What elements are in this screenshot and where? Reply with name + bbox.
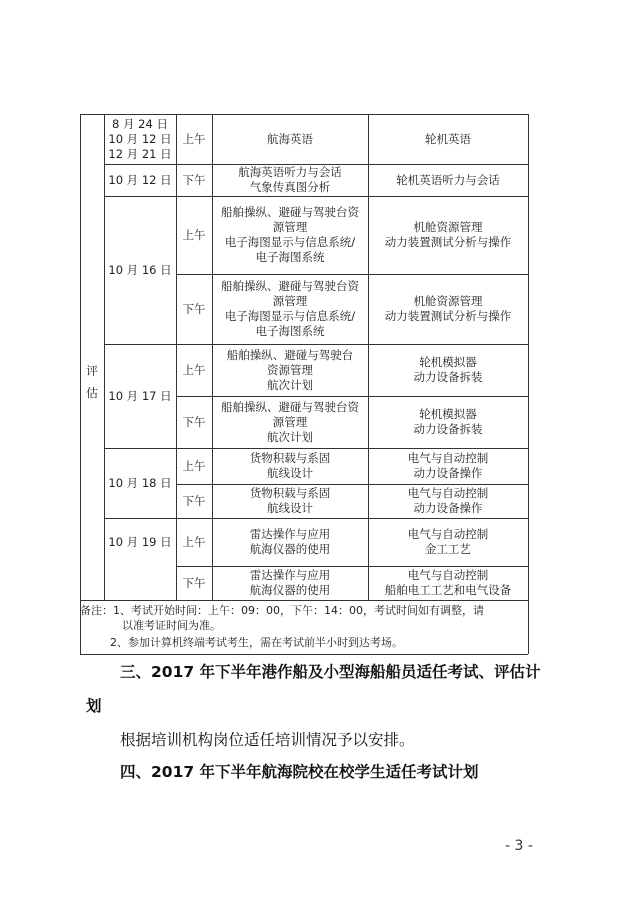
section-3-title: 三、2017 年下半年港作船及小型海船船员适任考试、评估计 — [120, 663, 541, 681]
subject-text: 金工工艺 — [425, 542, 471, 556]
date-cell — [104, 344, 176, 448]
subject-text: 航海仪器的使用 — [249, 542, 331, 556]
date-text: 10 月 18 日 — [108, 475, 172, 490]
date-cell — [104, 114, 176, 164]
session-cell — [176, 344, 212, 396]
subject-text: 动力设备拆装 — [413, 370, 483, 384]
subject-text: 航次计划 — [267, 377, 313, 392]
subject-text: 航海仪器的使用 — [249, 583, 331, 597]
deck-subject-cell — [212, 344, 368, 396]
subject-text: 雷达操作与应用 — [249, 527, 331, 541]
session-text: 下午 — [182, 414, 206, 429]
session-cell — [176, 164, 212, 196]
date-text: 10 月 16 日 — [108, 262, 172, 277]
date-text: 8 月 24 日 — [112, 116, 168, 131]
table-note: 备注：1、考试开始时间：上午：09：00，下午：14：00，考试时间如有调整，请 — [80, 604, 484, 617]
section-4-title: 四、2017 年下半年航海院校在校学生适任考试计划 — [120, 763, 479, 781]
date-text: 10 月 12 日 — [108, 172, 172, 187]
subject-text: 轮机模拟器 — [419, 355, 477, 369]
deck-subject-cell — [212, 196, 368, 274]
subject-text: 电气与自动控制 — [407, 486, 489, 500]
subject-text: 动力装置测试分析与操作 — [384, 235, 512, 249]
session-cell — [176, 196, 212, 274]
deck-subject-cell — [212, 566, 368, 600]
subject-text: 雷达操作与应用 — [249, 568, 331, 582]
subject-text: 航次计划 — [267, 429, 313, 444]
session-text: 下午 — [182, 575, 206, 590]
session-text: 下午 — [182, 493, 206, 508]
subject-text: 航线设计 — [267, 466, 313, 480]
subject-text: 航海英语听力与会话 — [238, 165, 342, 179]
date-cell — [104, 448, 176, 518]
category-char: 评 — [85, 364, 98, 378]
subject-text: 电气与自动控制 — [407, 568, 489, 582]
subject-text: 轮机模拟器 — [419, 407, 477, 421]
table-bottom-border — [80, 654, 528, 655]
subject-text: 动力设备拆装 — [413, 422, 483, 436]
subject-text: 电子海图系统 — [255, 250, 325, 264]
subject-text: 船舶操纵、避碰与驾驶台资 — [221, 205, 359, 219]
subject-text: 电子海图显示与信息系统/ — [224, 235, 356, 249]
session-text: 下午 — [182, 172, 206, 187]
deck-subject-cell — [212, 114, 368, 164]
session-text: 上午 — [182, 534, 206, 549]
session-cell — [176, 566, 212, 600]
subject-text: 货物积载与系固 — [249, 486, 331, 500]
subject-text: 机舱资源管理 — [413, 220, 483, 234]
subject-text: 电子海图系统 — [255, 324, 325, 338]
date-text: 10 月 17 日 — [108, 388, 172, 403]
subject-text: 轮机英语听力与会话 — [396, 172, 500, 187]
subject-text: 电气与自动控制 — [407, 527, 489, 541]
subject-text: 动力设备操作 — [413, 501, 483, 515]
section-3-title-cont: 划 — [86, 697, 102, 715]
subject-text: 航线设计 — [267, 501, 313, 515]
session-text: 上午 — [182, 458, 206, 473]
table-note: 2、参加计算机终端考试考生，需在考试前半小时到达考场。 — [110, 636, 403, 649]
date-text: 12 月 21 日 — [108, 146, 172, 161]
subject-text: 船舶操纵、避碰与驾驶台资 — [221, 399, 359, 414]
session-cell — [176, 396, 212, 448]
subject-text: 源管理 — [272, 220, 308, 234]
engine-subject-cell — [368, 344, 528, 396]
session-cell — [176, 274, 212, 344]
session-text: 上午 — [182, 362, 206, 377]
deck-subject-cell — [212, 484, 368, 518]
engine-subject-cell — [368, 396, 528, 448]
subject-text: 电子海图显示与信息系统/ — [224, 309, 356, 323]
subject-text: 轮机英语 — [425, 131, 471, 146]
date-cell — [104, 518, 176, 566]
date-text: 10 月 12 日 — [108, 131, 172, 146]
session-text: 上午 — [182, 131, 206, 146]
subject-text: 船舶操纵、避碰与驾驶台 — [226, 347, 354, 362]
page-number: - 3 - — [505, 838, 533, 854]
subject-text: 船舶电工工艺和电气设备 — [384, 583, 512, 597]
subject-text: 货物积载与系固 — [249, 451, 331, 465]
subject-text: 源管理 — [272, 294, 308, 308]
engine-subject-cell — [368, 114, 528, 164]
section-3-body: 根据培训机构岗位适任培训情况予以安排。 — [120, 731, 415, 749]
table-note: 以准考证时间为准。 — [122, 619, 221, 632]
subject-text: 动力设备操作 — [413, 466, 483, 480]
engine-subject-cell — [368, 274, 528, 344]
subject-text: 航海英语 — [267, 131, 313, 146]
subject-text: 气象传真图分析 — [249, 180, 331, 194]
date-cell — [104, 164, 176, 196]
engine-subject-cell — [368, 484, 528, 518]
session-text: 上午 — [182, 227, 206, 242]
date-text: 10 月 19 日 — [108, 534, 172, 549]
deck-subject-cell — [212, 274, 368, 344]
date-cell — [104, 196, 176, 344]
session-cell — [176, 114, 212, 164]
subject-text: 电气与自动控制 — [407, 451, 489, 465]
session-cell — [176, 484, 212, 518]
engine-subject-cell — [368, 518, 528, 566]
subject-text: 机舱资源管理 — [413, 294, 483, 308]
session-text: 下午 — [182, 301, 206, 316]
subject-text: 资源管理 — [267, 362, 313, 377]
category-cell — [80, 164, 104, 600]
session-cell — [176, 518, 212, 566]
engine-subject-cell — [368, 164, 528, 196]
deck-subject-cell — [212, 518, 368, 566]
engine-subject-cell — [368, 566, 528, 600]
deck-subject-cell — [212, 164, 368, 196]
deck-subject-cell — [212, 448, 368, 484]
subject-text: 动力装置测试分析与操作 — [384, 309, 512, 323]
session-cell — [176, 448, 212, 484]
deck-subject-cell — [212, 396, 368, 448]
table-right-border — [528, 114, 529, 654]
subject-text: 船舶操纵、避碰与驾驶台资 — [221, 279, 359, 293]
category-char: 估 — [85, 386, 98, 400]
engine-subject-cell — [368, 196, 528, 274]
subject-text: 源管理 — [272, 414, 308, 429]
engine-subject-cell — [368, 448, 528, 484]
table-body-bottom — [80, 600, 528, 601]
